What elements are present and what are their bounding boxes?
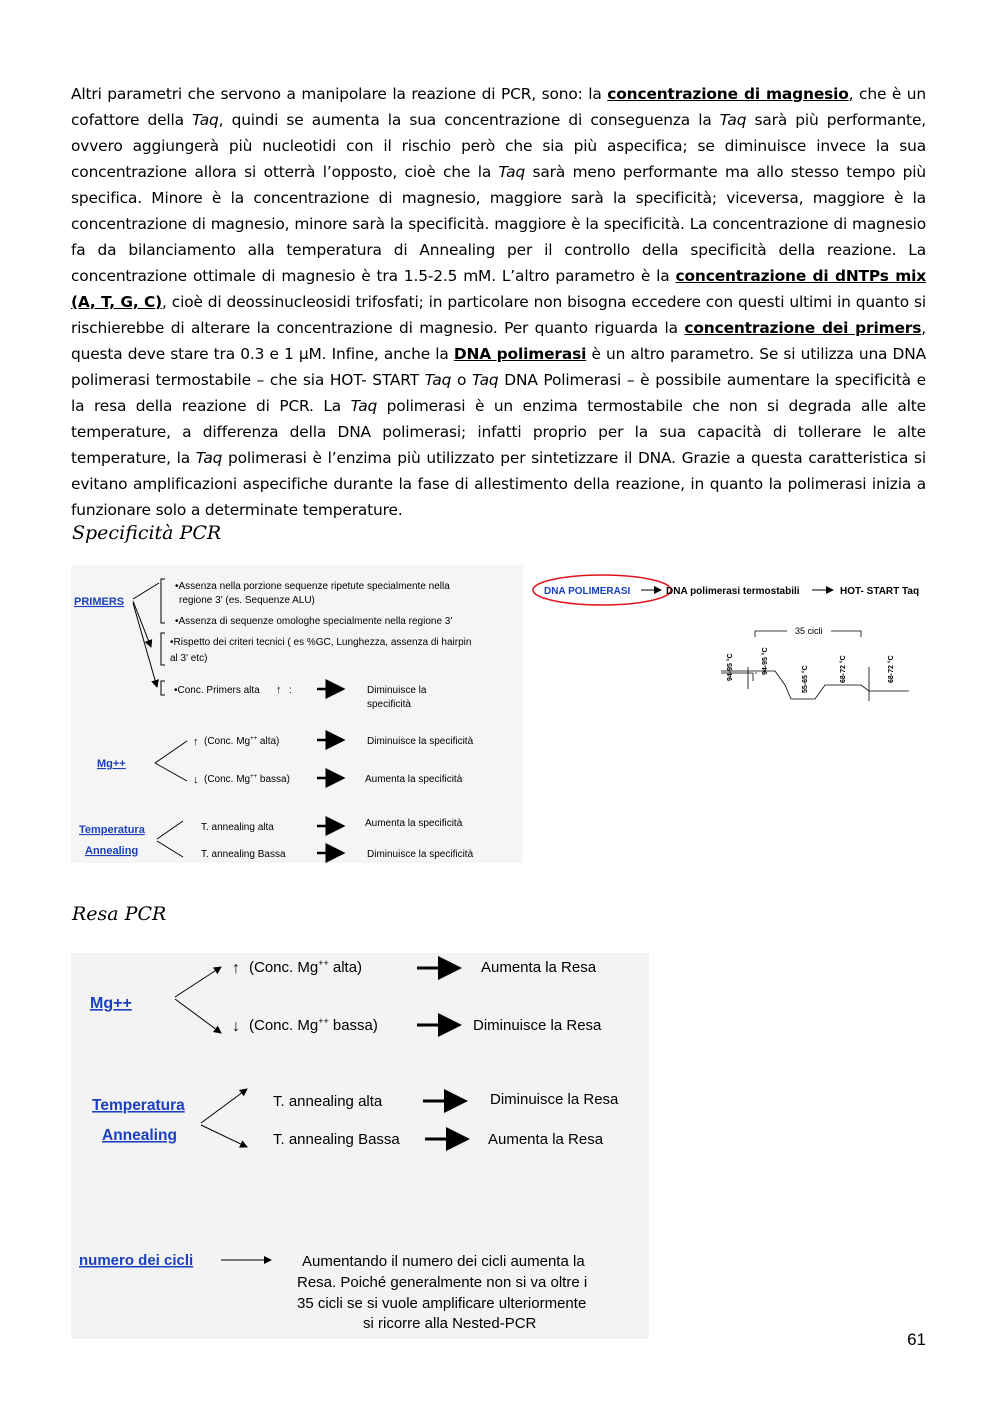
text-run: polimerasi è l’enzima più utilizzato per sintetizzare il DNA. Grazie a questa caratteristica si evitano amplificazioni aspecifiche durante la fase di allestimento della reazione, in quanto la polimerasi inizia a funzionare solo a determinate temperature. xyxy=(71,449,926,519)
text-run: è un altro parametro. Se si utilizza una DNA polimerasi termostabile – che sia HOT- START xyxy=(71,345,927,389)
temp-step-3: 55-65 °C xyxy=(802,665,809,693)
t-low-condition: T. annealing Bassa xyxy=(201,849,286,860)
temp-step-1: 94-95 °C xyxy=(727,653,734,681)
temp-step-2: 94-95 °C xyxy=(762,647,769,675)
dna-pol-step-3: HOT- START Taq xyxy=(840,586,920,597)
specificity-figure xyxy=(71,565,931,865)
text-run: Altri parametri che servono a manipolare la reazione di PCR, sono: la xyxy=(71,85,608,103)
text-run: o xyxy=(451,371,472,389)
mg-low-result: Diminuisce la Resa xyxy=(473,1017,602,1034)
text-run: DNA Polimerasi – è possibile aumentare la specificità e la resa della reazione di PCR. La xyxy=(71,371,926,415)
arrow-down-icon: ↓ xyxy=(193,774,199,786)
term-taq: Taq xyxy=(424,371,452,389)
t-high-result: Aumenta la specificità xyxy=(365,818,463,829)
t-high-condition: T. annealing alta xyxy=(273,1093,383,1110)
page-number: 61 xyxy=(907,1330,926,1349)
dna-pol-step-2: DNA polimerasi termostabili xyxy=(666,586,800,597)
dna-pol-label: DNA POLIMERASI xyxy=(544,586,631,597)
primers-result-line-1: Diminuisce la xyxy=(367,685,427,696)
mg-high-result: Aumenta la Resa xyxy=(481,959,597,976)
term-dntps: concentrazione di dNTPs mix (A, T, G, C) xyxy=(71,267,926,311)
body-paragraph xyxy=(71,81,926,523)
text-run: , quindi se aumenta la sua concentrazione di conseguenza la xyxy=(218,111,720,129)
primers-item-3-line-1: •Rispetto dei criteri tecnici ( es %GC, Lunghezza, assenza di hairpin xyxy=(170,637,472,648)
arrow-down-icon: ↓ xyxy=(232,1018,240,1035)
arrow-up-icon: ↑ xyxy=(193,736,199,748)
mg-high-result: Diminuisce la specificità xyxy=(367,736,474,747)
text-run: sarà più performante, ovvero aggiungerà più nucleotidi con il rischio però che sia più aspecifica; se diminuisce invece la sua concentrazione allora si otterrà l’opposto, cioè che la xyxy=(71,111,927,181)
term-taq: Taq xyxy=(498,163,526,181)
cycles-text-line-4: si ricorre alla Nested-PCR xyxy=(363,1315,537,1332)
t-low-result: Diminuisce la specificità xyxy=(367,849,474,860)
text-run: polimerasi è un enzima termostabile che non si degrada alle alte temperature, a differenza della DNA polimerasi; infatti proprio per la sua capacità di tollerare le alte temperature, la xyxy=(71,397,926,467)
cycles-label: 35 cicli xyxy=(795,626,823,636)
mg-low-condition: (Conc. Mg++ bassa) xyxy=(204,774,290,785)
term-taq: Taq xyxy=(350,397,378,415)
colon-mark: : xyxy=(289,685,292,696)
temp-step-5: 68-72 °C xyxy=(888,655,895,683)
text-run: , cioè di deossinucleosidi trifosfati; in particolare non bisogna eccedere con questi ultimi in quanto si rischierebbe di alterare la concentrazione di magnesio. Per quanto riguarda la xyxy=(71,293,926,337)
term-taq: Taq xyxy=(195,449,223,467)
text-run: , che è un cofattore della xyxy=(71,85,926,129)
mg-low-result: Aumenta la specificità xyxy=(365,774,463,785)
mg-low-condition: (Conc. Mg++ bassa) xyxy=(249,1016,378,1034)
heading-yield: Resa PCR xyxy=(72,903,167,925)
term-taq: Taq xyxy=(719,111,747,129)
primers-label: PRIMERS xyxy=(74,596,125,608)
term-taq: Taq xyxy=(192,111,219,129)
cycles-text-line-3: 35 cicli se si vuole amplificare ulteriormente xyxy=(297,1295,587,1312)
mg-high-condition: (Conc. Mg++ alta) xyxy=(249,958,363,976)
term-dna-polymerase: DNA polimerasi xyxy=(453,345,587,363)
arrow-up-icon: ↑ xyxy=(232,960,240,977)
temp-step-4: 68-72 °C xyxy=(840,655,847,683)
yield-figure xyxy=(71,953,651,1341)
cycles-text-line-1: Aumentando il numero dei cicli aumenta la xyxy=(302,1253,585,1270)
primers-item-1-line-2: regione 3' (es. Sequenze ALU) xyxy=(179,595,315,606)
temp-label-line-1: Temperatura xyxy=(79,824,145,836)
primers-item-1-line-1: •Assenza nella porzione sequenze ripetute specialmente nella xyxy=(175,581,450,592)
text-run: sarà meno performante ma allo stesso tempo più specifica. Minore è la concentrazione di magnesio, maggiore sarà la specificità; viceversa, maggiore è la concentrazione di magnesio, minore sarà la specificità. maggiore è la specificità. La concentrazione di magnesio fa da bilanciamento alla temperatura di Annealing per il controllo della specificità della reazione. La concentrazione ottimale di magnesio è tra 1.5-2.5 mM. L’altro parametro è la xyxy=(71,163,926,285)
t-high-result: Diminuisce la Resa xyxy=(490,1091,619,1108)
cycles-text-line-2: Resa. Poiché generalmente non si va oltre i xyxy=(297,1274,588,1291)
heading-specificity: Specificità PCR xyxy=(72,522,222,544)
t-low-condition: T. annealing Bassa xyxy=(273,1131,400,1148)
term-magnesium: concentrazione di magnesio xyxy=(607,85,849,103)
cycles-label: numero dei cicli xyxy=(79,1252,194,1269)
thermal-profile-line xyxy=(721,671,909,699)
temp-label-line-1: Temperatura xyxy=(92,1097,185,1114)
primers-item-3-line-2: al 3' etc) xyxy=(170,653,208,664)
arrow-up-icon: ↑ xyxy=(276,684,282,696)
mg-label: Mg++ xyxy=(97,758,126,770)
primers-result-line-2: specificità xyxy=(367,699,411,710)
temp-label-line-2: Annealing xyxy=(85,845,139,857)
primers-item-4: •Conc. Primers alta xyxy=(174,685,260,696)
text-run: , questa deve stare tra 0.3 e 1 µM. Infine, anche la xyxy=(71,319,926,363)
term-taq: Taq xyxy=(471,371,499,389)
mg-high-condition: (Conc. Mg++ alta) xyxy=(204,736,280,747)
temp-label-line-2: Annealing xyxy=(102,1127,177,1144)
primers-item-2: •Assenza di sequenze omologhe specialmente nella regione 3' xyxy=(175,616,453,627)
t-high-condition: T. annealing alta xyxy=(201,822,274,833)
mg-label: Mg++ xyxy=(90,995,132,1012)
term-primers: concentrazione dei primers xyxy=(684,319,922,337)
t-low-result: Aumenta la Resa xyxy=(488,1131,604,1148)
